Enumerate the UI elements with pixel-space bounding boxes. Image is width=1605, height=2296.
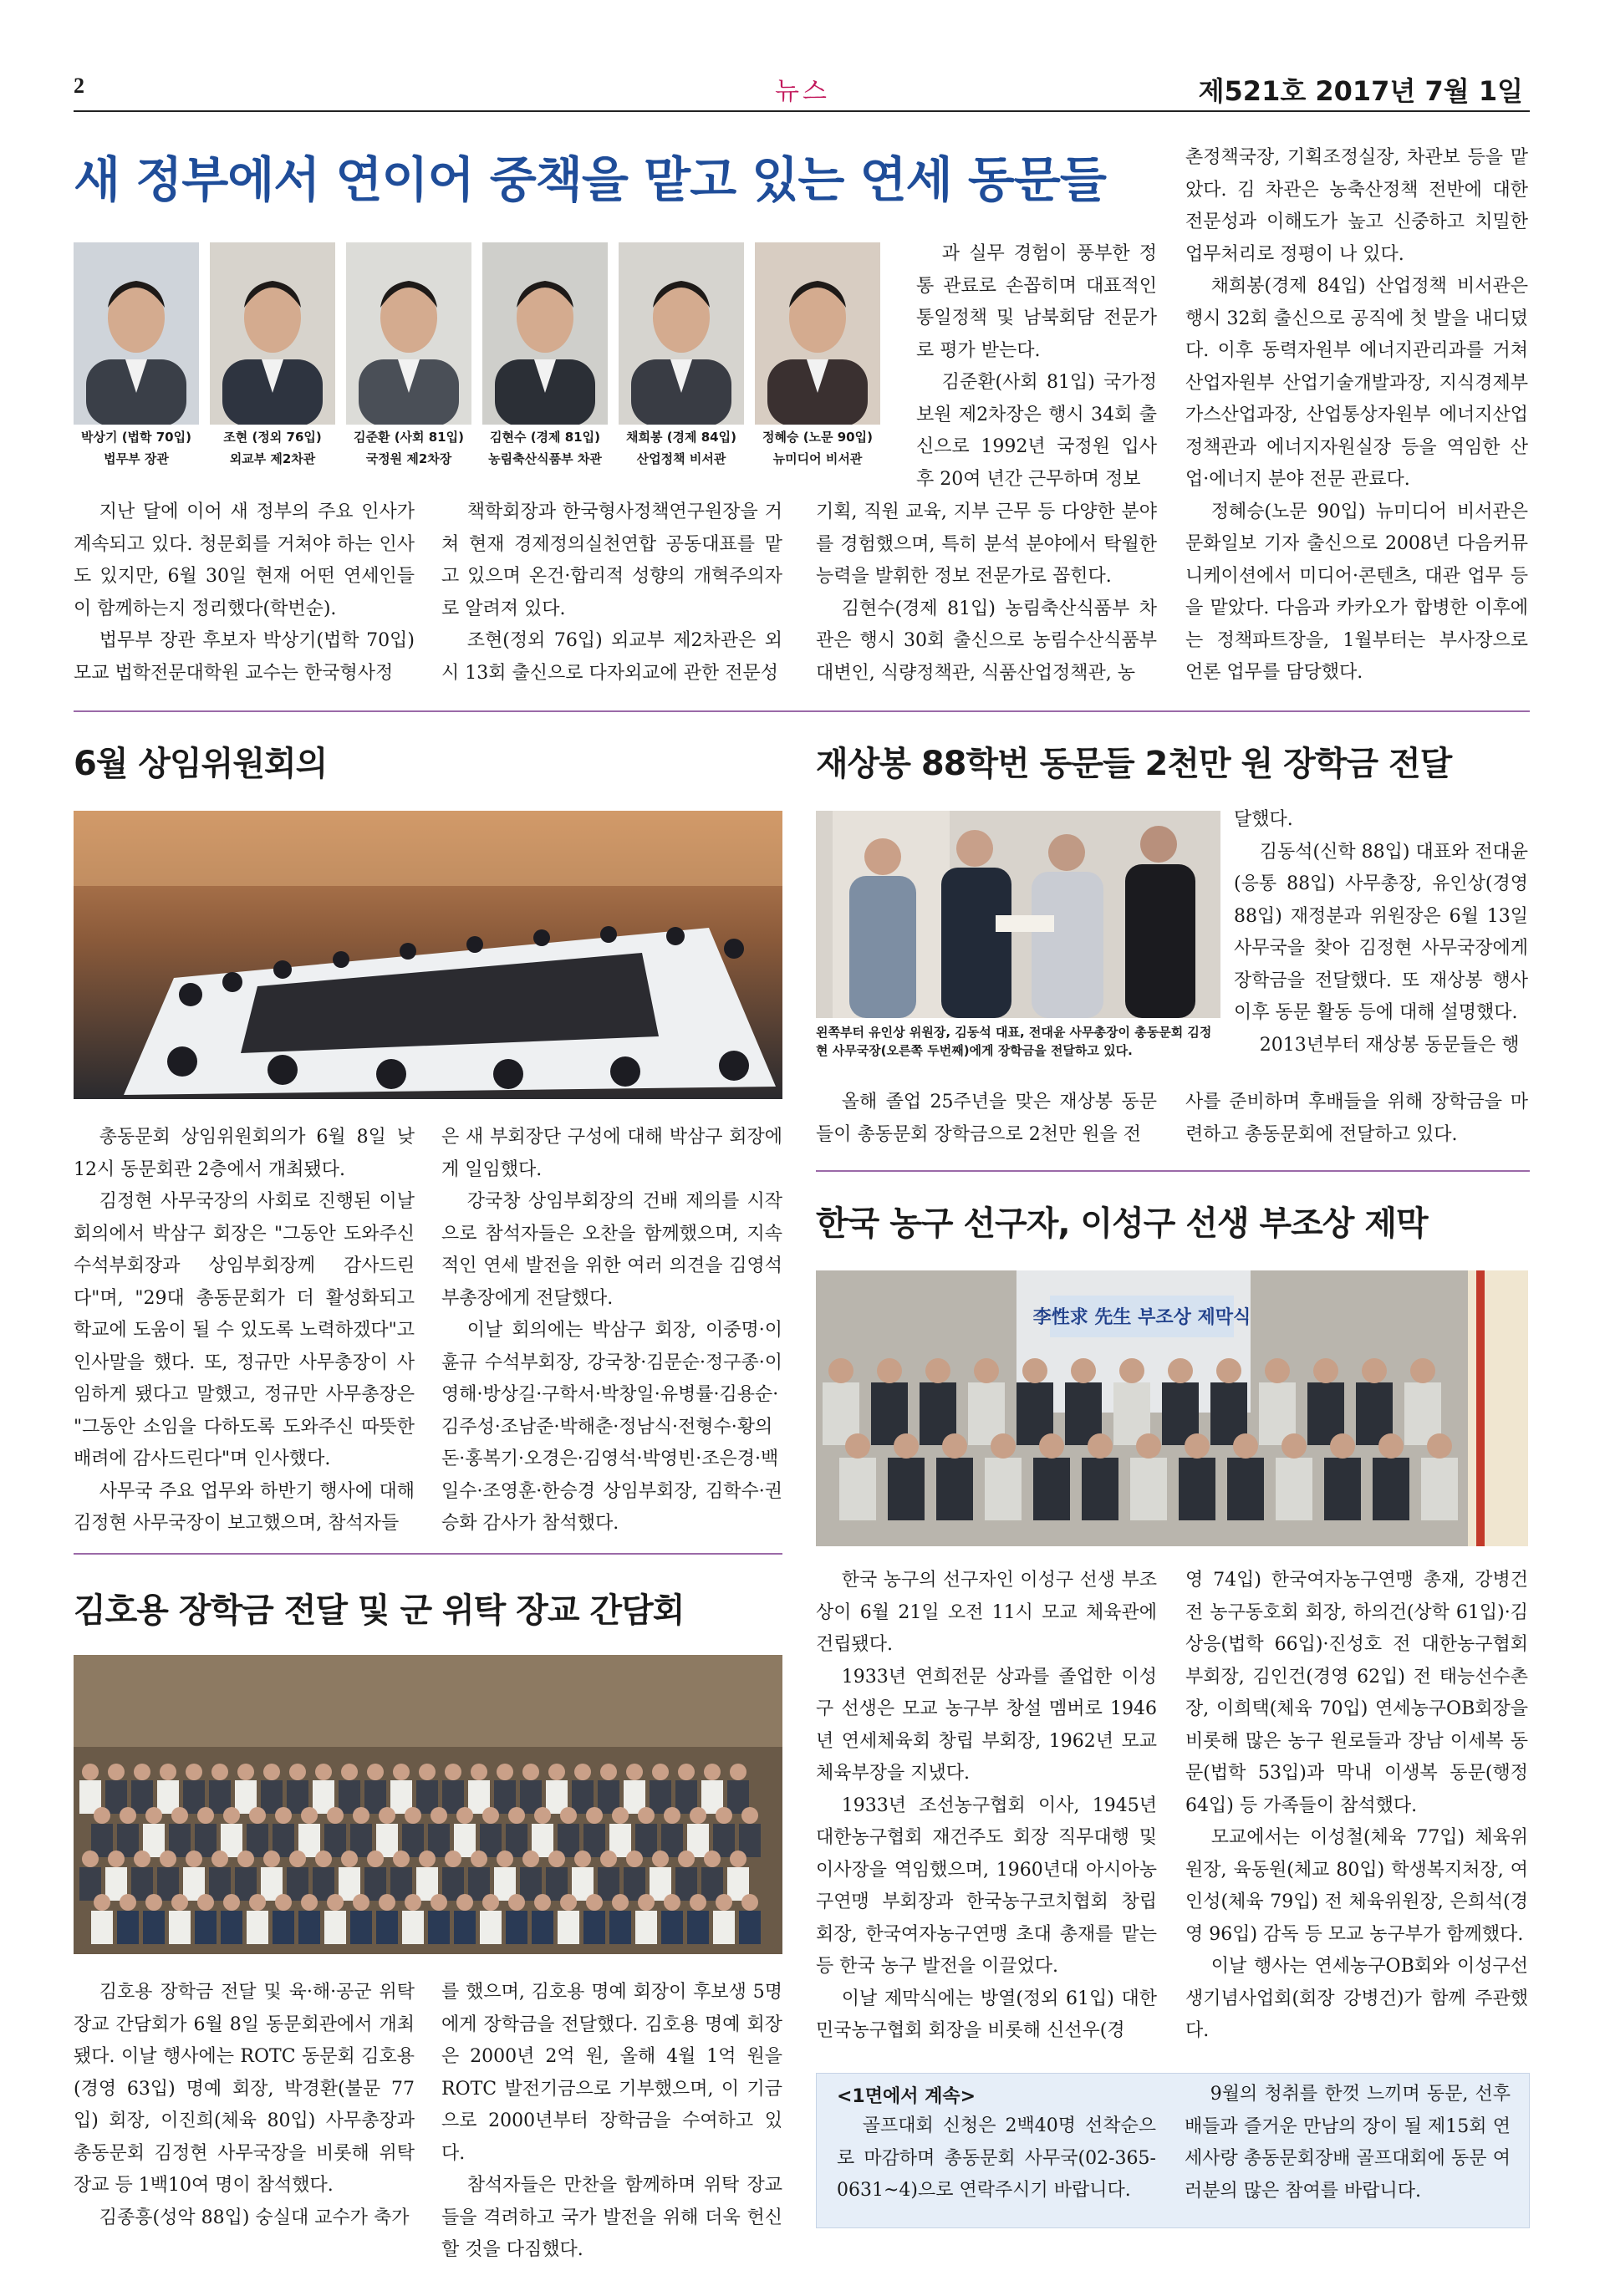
paragraph: 달했다. xyxy=(1234,809,1293,830)
paragraph: 한국 농구의 선구자인 이성구 선생 부조상이 6월 21일 오전 11시 모교 체육관에 건립됐다. xyxy=(816,1570,1157,1655)
paragraph: 김동석(신학 88입) 대표와 전대윤(응통 88입) 사무총장, 유인상(경영 88입) 재정분과 위원장은 6월 13일 사무국을 찾아 김정현 사무국장에게 장학금을 전달했다. 또 재상봉 행사 이후 동문 활동 등에 대해 설명했다. xyxy=(1234,841,1528,1023)
main-headline: 새 정부에서 연이어 중책을 맡고 있는 연세 동문들 xyxy=(74,151,1106,208)
page-number: 2 xyxy=(74,74,84,98)
paragraph: 총동문회 상임위원회의가 6월 8일 낮 12시 동문회관 2층에서 개최됐다. xyxy=(74,1127,415,1180)
paragraph: 2013년부터 재상봉 동문들은 행 xyxy=(1259,1034,1520,1056)
person-title: 외교부 제2차관 xyxy=(229,451,316,466)
photo-committee-meeting xyxy=(74,811,782,1099)
issue-date: 제521호 2017년 7월 1일 xyxy=(1198,75,1523,107)
portrait-caption xyxy=(614,426,748,470)
paragraph: 지난 달에 이어 새 정부의 주요 인사가 계속되고 있다. 청문회를 거쳐야 하는 인사도 있지만, 6월 30일 현재 어떤 연세인들이 함께하는지 정리했다(학번순). xyxy=(74,501,415,619)
paragraph: 골프대회 신청은 2백40명 선착순으로 마감하며 총동문회 사무국(02-365-0631~4)으로 연락주시기 바랍니다. xyxy=(837,2115,1156,2201)
article5-col1 xyxy=(74,1977,415,2234)
ceremony-banner: 李性求 先生 부조상 제막식 xyxy=(1032,1307,1251,1328)
paragraph: 이날 행사는 연세농구OB회와 이성구선생기념사업회(회장 강병건)가 함께 주관했다. xyxy=(1185,1956,1528,2041)
photo-rotc-group xyxy=(74,1655,782,1954)
divider-3 xyxy=(816,1170,1530,1172)
paragraph: 이날 제막식에는 방열(정외 61입) 대한민국농구협회 회장을 비롯해 신선우(경 xyxy=(816,1988,1157,2041)
person-title: 국정원 제2차장 xyxy=(365,451,452,466)
paragraph: 9월의 청취를 한껏 느끼며 동문, 선후배들과 즐거운 만남의 장이 될 제15회 연세사랑 총동문회장배 골프대회에 동문 여러분의 많은 참여를 바랍니다. xyxy=(1185,2084,1511,2202)
paragraph: 김정현 사무국장의 사회로 진행된 이날 회의에서 박삼구 회장은 "그동안 도와주신 수석부회장과 상임부회장께 감사드린다"며, "29대 총동문회가 더 활성화되고 학교에 도움이 될 수 있도록 노력하겠다"고 인사말을 했다. 또, 정규만 사무총장이 사임하게 됐다고 말했고, 정규만 사무총장은 "그동안 소임을 다하도록 도와주신 따뜻한 배려에 감사드린다"며 인사했다. xyxy=(74,1191,415,1469)
article5-col2 xyxy=(441,1977,782,2267)
article4-col1 xyxy=(816,1565,1157,2048)
paragraph: 정혜승(노문 90입) 뉴미디어 비서관은 문화일보 기자 출신으로 2008년 다음커뮤니케이션에서 미디어·콘텐츠, 대관 업무 등을 맡았다. 다음과 카카오가 합병한 이후에는 정책파트장을, 1월부터는 부사장으로 언론 업무를 담당했다. xyxy=(1185,501,1528,683)
notice-col2 xyxy=(1185,2079,1511,2207)
article3-col3 xyxy=(1185,1087,1528,1151)
paragraph: 채희봉(경제 84입) 산업정책 비서관은 행시 32회 출신으로 공직에 첫 발을 내디뎠다. 이후 동력자원부 에너지관리과를 거쳐 산업자원부 산업기술개발과장, 지식경제부 가스산업과장, 산업통상자원부 에너지산업정책관과 에너지자원실장 등을 역임한 산업·에너지 분야 전문 관료다. xyxy=(1185,276,1528,490)
paragraph: 모교에서는 이성철(체육 77입) 체육위원장, 육동원(체교 80입) 학생복지처장, 여인성(체육 79입) 전 체육위원장, 은희석(경영 96입) 감독 등 모교 농구부가 함께했다. xyxy=(1185,1827,1528,1945)
portrait-caption xyxy=(751,426,884,470)
headline-88-reunion: 재상봉 88학번 동문들 2천만 원 장학금 전달 xyxy=(816,745,1452,783)
person-title: 산업정책 비서관 xyxy=(636,451,726,466)
photo-scholarship-handover xyxy=(816,811,1220,1018)
article1-col2 xyxy=(441,496,782,690)
portrait-caption xyxy=(206,426,339,470)
section-label: 뉴스 xyxy=(775,77,830,106)
paragraph: 1933년 연희전문 상과를 졸업한 이성구 선생은 모교 농구부 창설 멤버로 1946년 연세체육회 창립 부회장, 1962년 모교 체육부장을 지냈다. xyxy=(816,1666,1157,1784)
paragraph: 은 새 부회장단 구성에 대해 박삼구 회장에게 일임했다. xyxy=(441,1127,782,1180)
person-name: 채희봉 (경제 84입) xyxy=(626,430,736,445)
header-rule xyxy=(74,110,1530,112)
continued-notice-box xyxy=(816,2073,1530,2228)
portrait-photo xyxy=(755,242,880,425)
paragraph: 이날 회의에는 박삼구 회장, 이중명·이휸규 수석부회장, 강국창·김문순·정구종·이영해·방상길·구학서·박창일·유병률·김용순·김주성·조남준·박해춘·정남식·전형수·황의돈·홍복기·오경은·김영석·박영빈·조은경·백일수·조영훈·한승경 상임부회장, 김학수·권승화 감사가 참석했다. xyxy=(441,1320,782,1534)
paragraph: 책학회장과 한국형사정책연구원장을 거쳐 현재 경제정의실천연합 공동대표를 맡고 있으며 온건·합리적 성향의 개혁주의자로 알려져 있다. xyxy=(441,501,782,619)
notice-title: <1면에서 계속> xyxy=(837,2086,976,2107)
paragraph: 기획, 직원 교육, 지부 근무 등 다양한 분야를 경험했으며, 특히 분석 분야에서 탁월한 능력을 발휘한 정보 전문가로 꼽힌다. xyxy=(816,501,1157,587)
portrait-caption xyxy=(342,426,476,470)
article3-col1 xyxy=(816,1087,1157,1151)
article3-col2 xyxy=(1234,804,1528,1061)
paragraph: 김준환(사회 81입) 국가정보원 제2차장은 행시 34회 출신으로 1992년 국정원 입사 후 20여 년간 근무하며 정보 xyxy=(916,372,1157,490)
article1-col3-bottom xyxy=(816,496,1157,690)
portrait-caption xyxy=(69,426,203,470)
person-name: 정혜승 (노문 90입) xyxy=(762,430,873,445)
photo-unveiling-ceremony xyxy=(816,1270,1528,1546)
portrait-photo xyxy=(482,242,608,425)
portrait-caption xyxy=(478,426,612,470)
notice-col1 xyxy=(837,2110,1156,2207)
headline-committee: 6월 상임위원회의 xyxy=(74,745,328,783)
paragraph: 조현(정외 76입) 외교부 제2차관은 외시 13회 출신으로 다자외교에 관한 전문성 xyxy=(441,630,782,684)
paragraph: 1933년 조선농구협회 이사, 1945년 대한농구협회 재건주도 회장 직무대행 및 이사장을 역임했으며, 1960년대 아시아농구연맹 부회장과 한국농구코치협회 창립 회장, 한국여자농구연맹 초대 총재를 맡는 등 한국 농구 발전을 이끌었다. xyxy=(816,1795,1157,1977)
article1-col1 xyxy=(74,496,415,690)
headline-scholarship-rotc: 김호용 장학금 전달 및 군 위탁 장교 간담회 xyxy=(74,1591,685,1630)
person-title: 뉴미디어 비서관 xyxy=(772,451,863,466)
paragraph: 촌정책국장, 기획조정실장, 차관보 등을 맡았다. 김 차관은 농축산정책 전반에 대한 전문성과 이해도가 높고 신중하고 치밀한 업무처리로 정평이 나 있다. xyxy=(1185,147,1528,265)
person-name: 조현 (정외 76입) xyxy=(223,430,322,445)
paragraph: 김종흥(성악 88입) 숭실대 교수가 축가 xyxy=(99,2207,410,2228)
person-name: 김현수 (경제 81입) xyxy=(490,430,600,445)
portrait-photo xyxy=(619,242,744,425)
paragraph: 를 했으며, 김호용 명예 회장이 후보생 5명에게 장학금을 전달했다. 김호용 명예 회장은 2000년 2억 원, 올해 4월 1억 원을 ROTC 발전기금으로 기부했으며, 이 기금으로 2000년부터 장학금을 수여하고 있다. xyxy=(441,1982,782,2164)
headline-basketball-pioneer: 한국 농구 선구자, 이성구 선생 부조상 제막 xyxy=(816,1204,1428,1243)
person-name: 김준환 (사회 81입) xyxy=(354,430,464,445)
article2-col2 xyxy=(441,1122,782,1540)
photo-caption-handover: 왼쪽부터 유인상 위원장, 김동석 대표, 전대윤 사무총장이 총동문회 김정현 사무국장(오른쪽 두번째)에게 장학금을 전달하고 있다. xyxy=(816,1025,1212,1058)
portrait-photo xyxy=(74,242,199,425)
divider-1 xyxy=(74,710,1530,712)
paragraph: 김현수(경제 81입) 농림축산식품부 차관은 행시 30회 출신으로 농림수산식품부 대변인, 식량정책관, 식품산업정책관, 농 xyxy=(816,598,1157,684)
article1-col4 xyxy=(1185,142,1528,690)
paragraph: 사를 준비하며 후배들을 위해 장학금을 마련하고 총동문회에 전달하고 있다. xyxy=(1185,1092,1528,1145)
paragraph: 법무부 장관 후보자 박상기(법학 70입) 모교 법학전문대학원 교수는 한국형사정 xyxy=(74,630,415,684)
paragraph: 사무국 주요 업무와 하반기 행사에 대해 김정현 사무국장이 보고했으며, 참석자들 xyxy=(74,1480,415,1534)
article2-col1 xyxy=(74,1122,415,1540)
paragraph: 올해 졸업 25주년을 맞은 재상봉 동문들이 총동문회 장학금으로 2천만 원을 전 xyxy=(816,1092,1157,1145)
paragraph: 참석자들은 만찬을 함께하며 위탁 장교들을 격려하고 국가 발전을 위해 더욱 헌신할 것을 다짐했다. xyxy=(441,2175,782,2260)
divider-2 xyxy=(74,1553,782,1555)
article4-col2 xyxy=(1185,1565,1528,2048)
portrait-photo xyxy=(346,242,471,425)
person-title: 농림축산식품부 차관 xyxy=(488,451,602,466)
paragraph: 김호용 장학금 전달 및 육·해·공군 위탁장교 간담회가 6월 8일 동문회관에서 개최됐다. 이날 행사에는 ROTC 동문회 김호용(경영 63입) 명예 회장, 박경환(불문 77입) 회장, 이진희(체육 80입) 사무총장과 총동문회 김정현 사무국장을 비롯해 위탁 장교 등 1백10여 명이 참석했다. xyxy=(74,1982,415,2196)
paragraph: 과 실무 경험이 풍부한 정통 관료로 손꼽히며 대표적인 통일정책 및 남북회담 전문가로 평가 받는다. xyxy=(916,243,1157,361)
person-title: 법무부 장관 xyxy=(104,451,169,466)
portrait-photo xyxy=(210,242,335,425)
paragraph: 영 74입) 한국여자농구연맹 총재, 강병건 전 농구동호회 회장, 하의건(상학 61입)·김상응(법학 66입)·진성호 전 대한농구협회 부회장, 김인건(경영 62입) 전 태능선수촌장, 이희택(체육 70입) 연세농구OB회장을 비롯해 많은 농구 원로들과 장남 이세복 동문(법학 53입)과 막내 이생복 동문(행정 64입) 등 가족들이 참석했다. xyxy=(1185,1570,1528,1816)
paragraph: 강국창 상임부회장의 건배 제의를 시작으로 참석자들은 오찬을 함께했으며, 지속적인 연세 발전을 위한 여러 의견을 김영석 부총장에게 전달했다. xyxy=(441,1191,782,1309)
person-name: 박상기 (법학 70입) xyxy=(81,430,191,445)
article1-col3-top xyxy=(916,238,1157,496)
